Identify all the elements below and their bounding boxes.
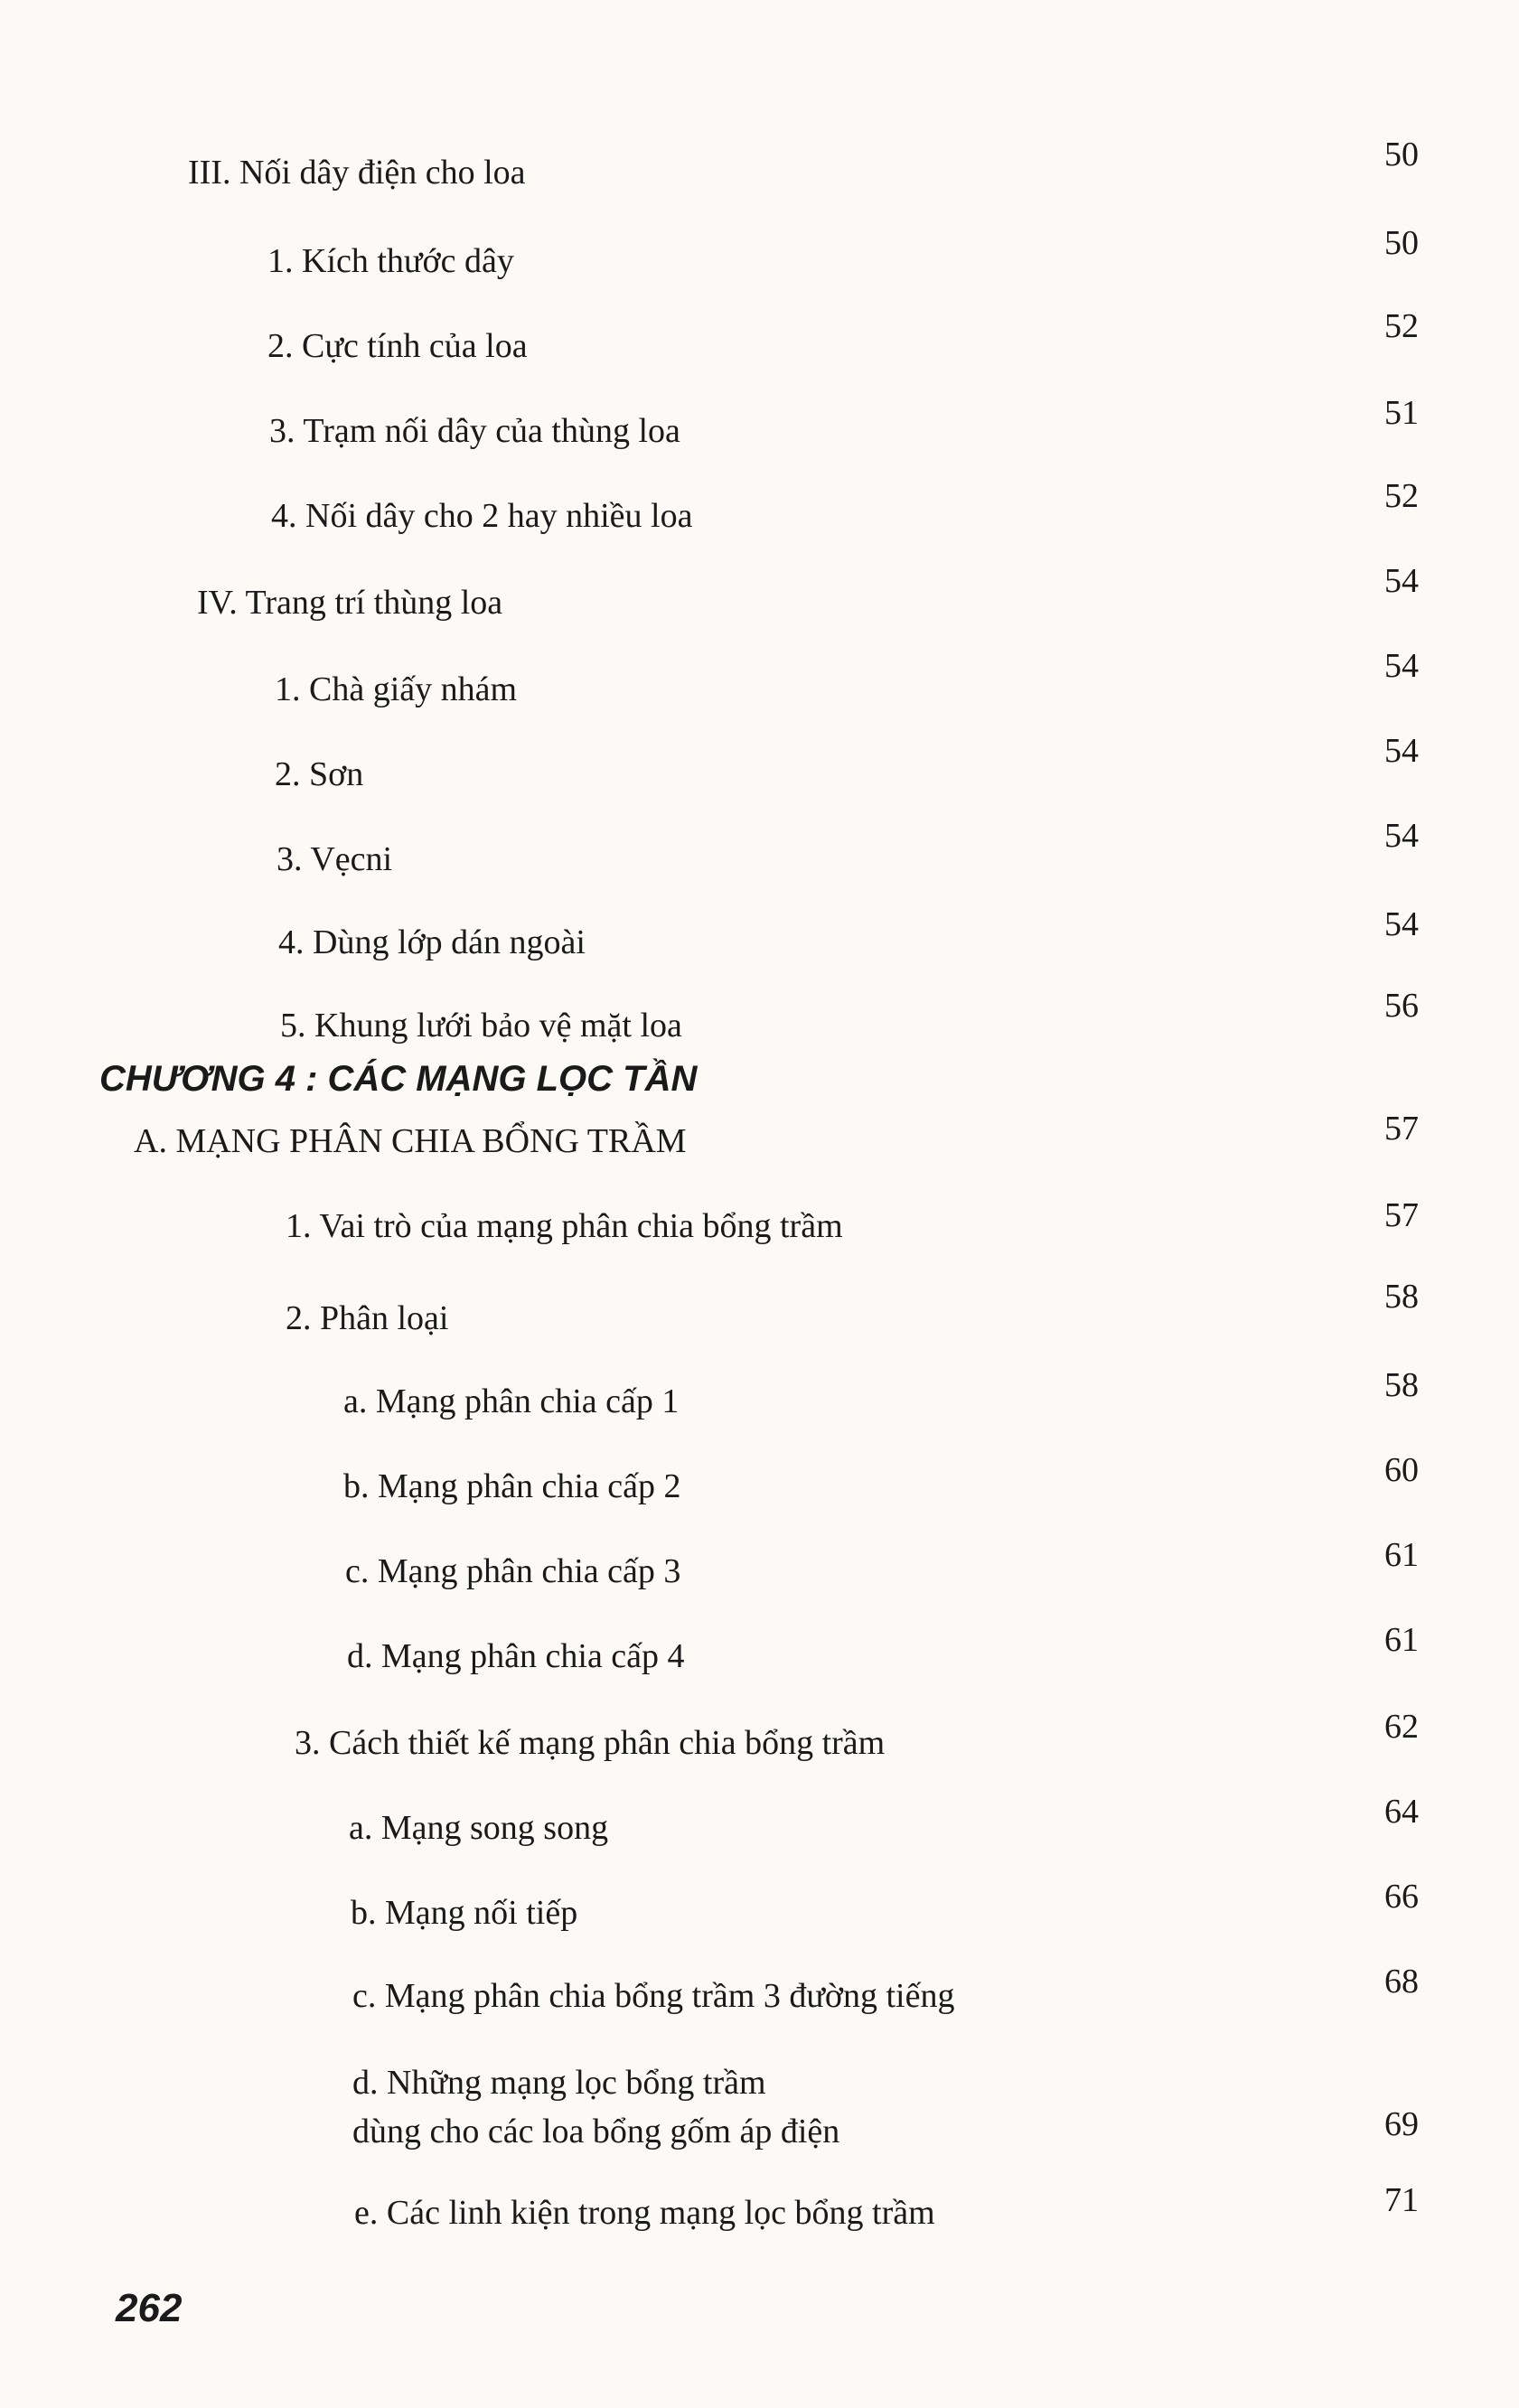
toc-entry[interactable]: [0, 2062, 1519, 2161]
toc-entry-title: 1. Kích thước dây: [267, 242, 514, 280]
toc-entry-title: 4. Dùng lớp dán ngoài: [278, 923, 586, 961]
toc-entry-page: 54: [1384, 647, 1419, 685]
toc-entry-page: 51: [1384, 394, 1419, 432]
toc-entry-title: 2. Sơn: [275, 755, 364, 793]
toc-entry-page: 52: [1384, 307, 1419, 345]
toc-entry[interactable]: [0, 562, 1519, 654]
toc-entry-title-continued: dùng cho các loa bổng gốm áp điện: [352, 2113, 840, 2150]
toc-entry-title: IV. Trang trí thùng loa: [197, 584, 503, 622]
toc-entry[interactable]: [0, 2181, 1519, 2264]
toc-entry-page: 57: [1384, 1110, 1419, 1148]
toc-entry[interactable]: [0, 1366, 1519, 1453]
toc-entry-title: 3. Trạm nối dây của thùng loa: [269, 412, 680, 450]
toc-entry-page: 61: [1384, 1621, 1419, 1659]
toc-entry-page: 52: [1384, 477, 1419, 515]
toc-entry-title: 2. Phân loại: [286, 1299, 449, 1337]
toc-entry-page: 62: [1384, 1708, 1419, 1746]
toc-entry-title: 1. Chà giấy nhám: [275, 670, 518, 708]
toc-entry-page: 60: [1384, 1451, 1419, 1489]
toc-entry[interactable]: [0, 732, 1519, 826]
toc-entry-title: 3. Vẹcni: [277, 840, 393, 878]
toc-entry[interactable]: [0, 394, 1519, 483]
toc-entry-page: 50: [1384, 136, 1419, 173]
toc-entry[interactable]: [0, 1878, 1519, 1964]
toc-entry-title: A. MẠNG PHÂN CHIA BỔNG TRẦM: [134, 1122, 687, 1160]
toc-entry[interactable]: [0, 647, 1519, 741]
toc-entry-title: III. Nối dây điện cho loa: [188, 154, 526, 192]
toc-entry-page: 61: [1384, 1536, 1419, 1574]
chapter-heading: CHƯƠNG 4 : CÁC MẠNG LỌC TẦN: [99, 1059, 698, 1099]
toc-entry-title: a. Mạng song song: [349, 1809, 609, 1847]
toc-entry-title: d. Những mạng lọc bổng trầm: [352, 2064, 766, 2102]
toc-entry-page: 54: [1384, 732, 1419, 770]
toc-entry[interactable]: [0, 1621, 1519, 1708]
toc-entry[interactable]: [0, 1196, 1519, 1278]
page-number: 262: [116, 2286, 183, 2330]
toc-entry-page: 58: [1384, 1278, 1419, 1316]
toc-entry[interactable]: [0, 136, 1519, 224]
toc-entry-title: e. Các linh kiện trong mạng lọc bổng trầm: [354, 2194, 935, 2232]
toc-entry[interactable]: [0, 1451, 1519, 1538]
toc-entry[interactable]: [0, 1793, 1519, 1879]
toc-entry-page: 54: [1384, 817, 1419, 855]
toc-entry[interactable]: [0, 224, 1519, 313]
toc-entry-title: 4. Nối dây cho 2 hay nhiều loa: [271, 497, 693, 535]
toc-entry-page: 71: [1384, 2181, 1419, 2219]
toc-entry-title: c. Mạng phân chia bổng trầm 3 đường tiếng: [352, 1977, 955, 2015]
toc-entry[interactable]: [0, 1963, 1519, 2047]
toc-entry[interactable]: [0, 1278, 1519, 1370]
toc-entry-page: 56: [1384, 987, 1419, 1025]
toc-entry-page: 54: [1384, 905, 1419, 943]
toc-entry[interactable]: [0, 307, 1519, 398]
toc-entry-title: 5. Khung lưới bảo vệ mặt loa: [280, 1007, 682, 1045]
toc-entry-title: 1. Vai trò của mạng phân chia bổng trầm: [286, 1207, 843, 1245]
toc-entry[interactable]: [0, 1536, 1519, 1623]
toc-entry-page: 68: [1384, 1963, 1419, 2000]
toc-entry-page: 54: [1384, 562, 1419, 600]
toc-entry-title: d. Mạng phân chia cấp 4: [347, 1637, 685, 1675]
toc-entry-page: 57: [1384, 1196, 1419, 1234]
toc-entry-page: 50: [1384, 224, 1419, 262]
toc-entry[interactable]: [0, 905, 1519, 994]
toc-entry-title: c. Mạng phân chia cấp 3: [345, 1552, 681, 1590]
toc-entry[interactable]: [0, 477, 1519, 567]
toc-entry-title: 3. Cách thiết kế mạng phân chia bổng trầm: [295, 1724, 886, 1762]
toc-entry[interactable]: [0, 1110, 1519, 1193]
toc-entry[interactable]: [0, 817, 1519, 911]
toc-entry-page: 66: [1384, 1878, 1419, 1916]
toc-entry-title: a. Mạng phân chia cấp 1: [343, 1382, 680, 1420]
toc-entry-title: 2. Cực tính của loa: [267, 327, 528, 365]
toc-entry-page: 58: [1384, 1366, 1419, 1404]
toc-entry-title: b. Mạng nối tiếp: [351, 1894, 578, 1932]
toc-entry-page: 64: [1384, 1793, 1419, 1831]
toc-entry-title: b. Mạng phân chia cấp 2: [343, 1467, 681, 1505]
toc-entry-page: 69: [1384, 2105, 1419, 2143]
toc-entry[interactable]: [0, 1708, 1519, 1794]
